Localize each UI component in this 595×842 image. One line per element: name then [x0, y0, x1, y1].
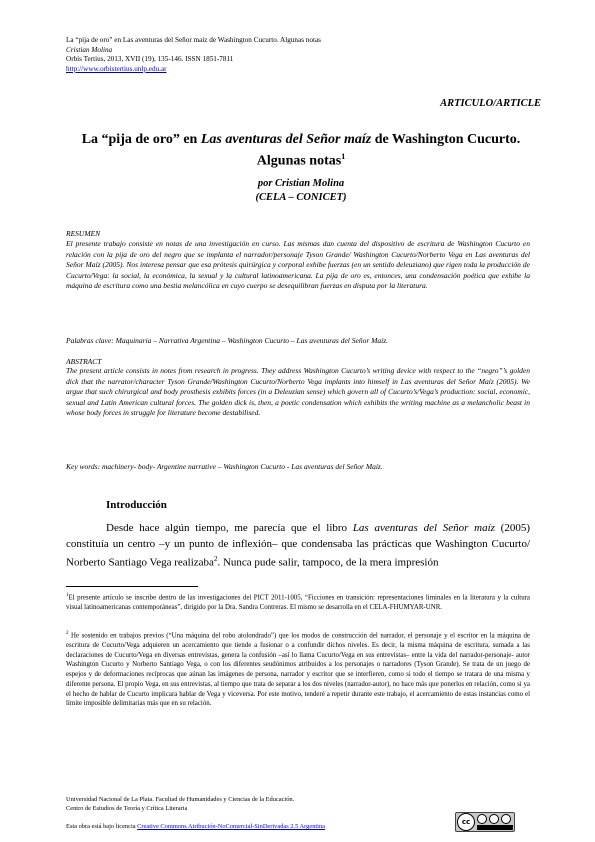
resumen-keywords: Palabras clave: Maquinaria – Narrativa Argentina – Washington Cucurto – Las aventuras del Señor Maíz.	[66, 336, 389, 345]
footnote-2	[66, 629, 530, 709]
article-title	[66, 131, 536, 170]
footnote-1-text: El presente artículo se inscribe dentro de las investigaciones del PICT 2011-1005, “Ficciones en transición: representaciones liminales en la literatura y la cultura visual latinoamericanas contemporáneas”, dirigido por la Dra. Sandra Contreras. El mismo se desarrolla en el CELA-FHUMYAR-UNR.	[66, 594, 530, 611]
institution-block	[66, 795, 294, 814]
intro-heading: Introducción	[106, 499, 167, 511]
intro-footnote-ref[interactable]: 2	[213, 555, 218, 563]
cc-logo-icon: cc	[457, 813, 475, 831]
footnote-separator	[66, 586, 198, 587]
intro-text-c: . Nunca pude salir, tampoco, de la mera impresión	[217, 556, 439, 569]
footnote-2-ref: 2	[66, 631, 69, 636]
creative-commons-badge[interactable]	[455, 812, 515, 832]
author-block	[66, 177, 536, 204]
header-author: Cristian Molina	[66, 45, 113, 54]
title-text-b: de Washington Cucurto.	[371, 132, 521, 147]
author-name: por Cristian Molina	[257, 178, 345, 189]
header-journal: Orbis Tertius, 2013, XVII (19), 135-146. ISSN 1851-7811	[66, 55, 234, 64]
footnote-2-text: He sostenido en trabajos previos (“Una máquina del robo atolondrado”) que los modos de construcción del narrador, el personaje y el escritor en la máquina de escritura de Cucurto/Vega adquieren un acercamiento que tiende a fusionar o a confundir dichos niveles. Es decir, la misma máquina de escritura, sumada a las declaraciones de Cucurto/Vega en diversas entrevistas, genera la confusión –así lo llama Cucurto/Vega en sus entrevistas– entre la vida del narrador-personaje- autor Washington Cucurto y Norberto Santiago Vega, o con los diferentes seudónimos atribuidos a los personajes o narradores (Tyson Grande). Se trata de un juego de espejos y de deformaciones recíprocas que aúnan las imágenes de persona, narrador y escritor que se interfieren, como si todo el tiempo se tratara de una misma y diferente persona. El propio Vega, en sus entrevistas, al tiempo que trata de separar a los dos niveles (narrador-autor), no hace más que ponerlos en relación, como si ya el hecho de hablar de Cucurto implicara hablar de Vega y viceversa. Por este motivo, tenderé a repetir durante este trabajo, el acercamiento de estas instancias como el límite imposible delimitarias más que en su relación.	[66, 632, 530, 708]
intro-book-name: Las aventuras del Señor maíz	[352, 522, 495, 534]
intro-paragraph	[66, 521, 530, 571]
noderivatives-icon	[501, 814, 511, 824]
title-text-line2: Algunas notas	[256, 153, 342, 169]
noncommercial-icon	[489, 814, 499, 824]
footnote-1	[66, 591, 530, 613]
section-type-label: ARTICULO/ARTICLE	[440, 98, 541, 109]
cc-badge-strip	[477, 825, 513, 830]
header-citation-title: La “pija de oro” en Las aventuras del Señor maíz de Washington Cucurto. Algunas notas	[66, 36, 321, 44]
abstract-keywords: Key words: machinery- body- Argentine narrative – Washington Cucurto - Las aventuras del Señor Maíz.	[66, 462, 383, 471]
license-link[interactable]: Creative Commons Atribución-NoComercial-SinDerivadas 2.5 Argentina	[137, 823, 325, 830]
journal-link[interactable]: http://www.orbistertius.unlp.edu.ar	[66, 64, 167, 73]
resumen-text: El presente trabajo consiste en notas de una investigación en curso. Las mismas dan cuenta del dispositivo de escritura de Washington Cucurto en relación con la pija de oro del negro que se implanta el narrador/personaje Tyson Grande/ Washington Cucurto/Norberto Vega en Las aventuras del Señor Maíz (2005). Nos interesa pensar que esa prótesis quirúrgica y corporal exhibe fuerzas (en un sentido deleuziano) que rigen toda la producción de Cucurto/Vega: la social, la económica, la sexual y la cultural latinoamericana. La pija de oro es, entonces, una condensación poética que exhibe la máquina de escritura como una bestia melancólica en cuyo cuerpo se desequilibran fuerzas en disputa por la literatura.	[66, 239, 530, 291]
running-header	[66, 36, 536, 74]
author-affiliation: (CELA – CONICET)	[255, 191, 347, 203]
cc-license-icons	[477, 814, 513, 830]
title-text-a: La “pija de oro” en	[81, 132, 201, 147]
license-notice	[66, 823, 325, 830]
intro-text-a: Desde hace algún tiempo, me parecía que el libro	[106, 522, 353, 534]
license-prefix: Esta obra está bajo licencia	[66, 823, 138, 830]
attribution-icon	[477, 814, 487, 824]
resumen-label: RESUMEN	[66, 229, 101, 238]
title-footnote-ref[interactable]: 1	[341, 152, 346, 161]
title-book-name: Las aventuras del Señor maíz	[200, 132, 372, 147]
abstract-text: The present article consists in notes from research in progress. They address Washington Cucurto’s writing device with respect to the “negro”’s golden dick that the narrator/character Tyson Grande/Washington Cucurto/Norberto Vega implants into himself in Las aventuras del Señor Maíz (2005). We argue that such chirurgical and body prosthesis exhibits forces (in a Deleuzian sense) which govern all of Cucurto’s/Vega’s production: social, economic, sexual and Latin American cultural forces. The golden dick is, then, a poetic condensation which exhibits the writing machine as a melancholic beast in whose body forces in struggle for literature become destabilised.	[66, 366, 530, 418]
institution-line2: Centro de Estudios de Teoría y Crítica Literaria	[66, 805, 188, 813]
footnote-1-ref: 1	[66, 593, 69, 598]
intro-text-b: (2005) constituía un centro –y un punto de inflexión– que condensaba las prácticas que Washington Cucurto/ Norberto Santiago Vega realizaba	[66, 522, 531, 569]
abstract-label: ABSTRACT	[66, 357, 102, 366]
institution-line1: Universidad Nacional de La Plata. Facultad de Humanidades y Ciencias de la Educación.	[66, 796, 295, 803]
